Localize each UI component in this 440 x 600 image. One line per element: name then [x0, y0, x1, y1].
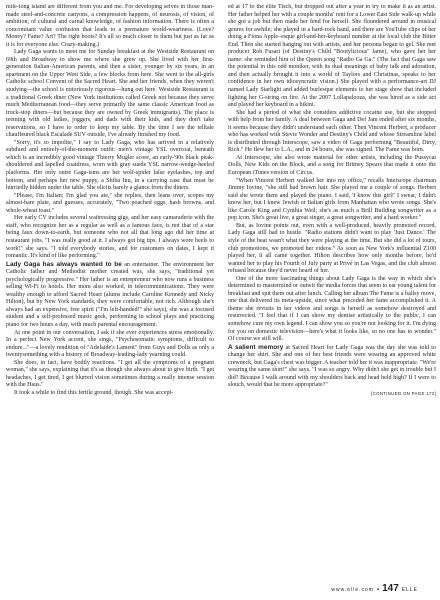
paragraph: But, as Iovine points out, even with a well-produced, heavily promoted record, Lady Gaga still had to hustle. "Radio stations didn't want to play 'Just Dance.' The style of the beat wasn't what they were playing at the time. But she did a lot of tours, club promotions, we promoted her videos." As soon as New York's influential Z100 played her, it all came together. Hilton describes how only months before, he'd wanted her to play his Fourth of July party at Privé in Las Vegas, and the club almost refused because they'd never heard of her.: [228, 222, 436, 275]
paragraph: At one point in our conversation, I ask if she ever experiences stress emotionally. In a perfect New York accent, she sings, "Psychosomatic symptoms, difficult to endure..."—a lovely rendition of "Adelaide's Lament" from Guys and Dolls as only a twentysomething with a history of Broadway-leading-lady yearning could.: [6, 329, 214, 359]
paragraph: One of the more fascinating things about Lady Gaga is the way in which she's determined to mastermind or outwit the media forces that seem to eat young talent for breakfast and spit them out after lunch. Calling her album The Fame is a ballsy move, one that delivered its meta-upside, since what preceded her fame accomplished it. A theme she revisits in her videos and songs is herself as somehow destroyed and resurrected. "I feel that if I can show my demise artistically to the public, I can somehow cure my own legend. I can show you so you're not looking for it. I'm dying for you on domestic television—here's what it looks like, so no one has to wonder." Of course we still will.: [228, 275, 436, 343]
section-runin-heading: A salient memory: [228, 343, 284, 351]
page-number: 147: [382, 583, 399, 594]
section-runin-heading: Lady Gaga has always wanted to be: [6, 260, 122, 268]
paragraph: It took a while to find this fertile ground, though. She was accept-: [14, 389, 174, 396]
right-column: [228, 4, 436, 570]
article-page: [6, 4, 436, 570]
magazine-name: ELLE: [401, 587, 418, 593]
page-footer: [331, 583, 418, 594]
paragraph: "Please, I'm Italian; I'm glad you ate," she replies, then leans over, scopes my almost-bare plate, and guesses, accurately, "Two poached eggs, hash browns, and whole-wheat toast.": [6, 192, 214, 214]
section-paragraph: [228, 344, 436, 390]
paragraph-body: at Sacred Heart for Lady Gaga was the day she was told to change her shirt. She and one of her best friends were wearing an approved white crewneck, but Gaga's chest was bigger. A teacher told her it was inappropriate. "We're wearing the same shirt!" she says. "I was so angry. Why didn't she get in trouble but I did? Because I walk around with my shoulders back and head held high? If I were to slouch, would that be more appropriate?": [228, 344, 436, 389]
paragraph: Lady Gaga wants to meet me for Sunday breakfast at the Westside Restaurant on 69th and Broadway to show me where she grew up. She lived with her first-generation Italian-American parents, and then a sister, younger by six years, in an apartment on the Upper West Side, a few blocks from here. She went to the all-girls Catholic school Convent of the Sacred Heart. She and her friends, when they weren't studying—the school is notoriously rigorous—hung out here. Westside Restaurant is a traditional Greek diner (New York institutions called Greek not because they serve much Mediterranean food—they serve primarily the same classic American food as truck-stop diners—but because they are owned by Greek immigrants). The place is teeming with old ladies, joggers, and dads with their kids, and they don't take reservations, so I have to order to keep my table. By the time I see the telltale chauffeured black Escalade SUV outside, I've already finished my food.: [6, 49, 214, 139]
paragraph: She does, in fact, have bodily reactions. "I get all the symptoms of a pregnant woman," she says, explaining that it's as though she always about to give birth. "I get headaches, I get tired, I get blurred vision sometimes during a really intense session with the Haus.": [6, 359, 214, 389]
section-paragraph: [6, 261, 214, 330]
continued-note: [CONTINUED ON PAGE 172]: [371, 390, 436, 396]
paragraph: Her early CV includes several waitressing gigs, and her easy camaraderie with the staff, who recognize her as a regular as well as a famous face, is not that of a star being faux down-to-earth, but someone who not all that long ago did her time at restaurant jobs. "I was really good at it. I always got big tips. I always wore heels to work!" she says. "I told everybody stories, and for customers on dates, I kept it romantic. It's kind of like performing.": [6, 215, 214, 260]
paragraph: She had a period of what she considers addictive cocaine use, but she stopped with help from her family. A deal between Gaga and Def Jam ended after six months, it seems because they didn't understand each other. Then Vincent Herbert, a producer who has worked with Stevie Wonder and Destiny's Child and whose Streamline label is distributed through Interscope, saw a video of Gaga performing "Beautiful, Dirty, Rich." He flew her to L.A., and in 24 hours, she was signed. The Fame was born.: [228, 109, 436, 154]
paragraph-body: an entertainer. The environment her Catholic father and Methodist mother created was, she says, "traditional yet psychologically progressive." Her father is an entrepreneur who now runs a business selling Wi-Fi to hotels. Her mom also worked, in telecommunications. They were wealthy enough to afford Sacred Heart (alums include Caroline Kennedy and Nicky Hilton), but by New York standards, they were comfortable, not rich. Although she's always had an expensive, free spirit ("I'm left-handed!" she says), she was a focused student and a self-professed music geek, performing in school plays and practicing piano for two hours a day, with much parental encouragement.: [6, 261, 214, 328]
footer-url: www.elle.com: [331, 587, 374, 593]
paragraph: ed at 17 to the elite Tisch, but dropped out after a year to try to make it as an artist. Her father helped her with a couple months' rent for a Lower East Side walk-up while she got a job but then made her fend for herself. She floundered around in musical genres for awhile; she played in a hard-rock band, and there are YouTube clips of her doing a Fiona Apple–esque girl-and-her-keyboard number at the local club the Bitter End. Then she started hanging out with artists, and her persona began to gel. She met producer Rob Fusari (of Destiny's Child "Bootylicious" fame), who gave her her name: she reminded him of the Queen song "Radio Ga Ga." (The fact that Gaga saw the potential in this odd moniker, with its dual meanings of baby talk and adoration, and then actually brought it into a world of Taylors and Christinas, speaks to her confidence in her own idiosyncratic vision.) She played with a performance-art DJ named Lady Starlight and added burlesque elements to her stage show that included lighting her G-string on fire. At the 2007 Lollapalooza, she was hired as a side act and played her keyboard in a bikini.: [228, 4, 436, 109]
left-column: [6, 4, 214, 570]
paragraph: "When Vincent Herbert walked her into my office," recalls Interscope chairman Jimmy Iovine, "she still had brown hair. She played me a couple of songs. Herbert said she wrote them and played the piano. I said, 'I know this girl!' I swear, I didn't know her, but I knew Jewish or Italian girls from Manhattan who wrote songs. She's like Carole King and Cynthia Weil; she's as much a Brill Building songwriter as a pop icon. She's great live, a great singer, a great songwriter, and a hard worker.": [228, 177, 436, 222]
paragraph: mile-long island are different from you and me. For developing selves in those man-made steel-and-concrete canyons, a compression happens, of neurosis, of vision, of ambition, of cultural and carnal knowledge, of fashion information. There is often a concomitant value confusion that leads to a premature world-weariness. (Love? Money? Fame? Art? The right boots? It's all so much closer to them but just as far as it is for everyone else. Crazy-making.): [6, 4, 214, 48]
paragraph: "Sorry, it's so impolite," I say to Lady Gaga, who has arrived in a relatively subdued and entirely-of-the-moment outfit: men's vintage YSL overcoat, beneath which is an incredibly good vintage Thierry Mugler score, an early-'90s black peak-shouldered and lapelled coatdress, worn with gray suede YSL narrow-wedge-heeled platforms. Her only outré Gaga-isms are her wolf-spider false eyelashes, top and bottom, and perhaps her new puppy, a Shiba Inu, in a carrying case that must be hurriedly hidden under the table. She elicits barely a glance from the diners.: [6, 139, 214, 192]
square-bullet-icon: ▪: [376, 587, 380, 593]
paragraph: At Interscope, she also wrote material for other artists, including the Pussycat Dolls, New Kids on the Block, and a song for Britney Spears that made it onto the European iTunes version of Circus.: [228, 154, 436, 177]
article-columns: [6, 4, 436, 570]
